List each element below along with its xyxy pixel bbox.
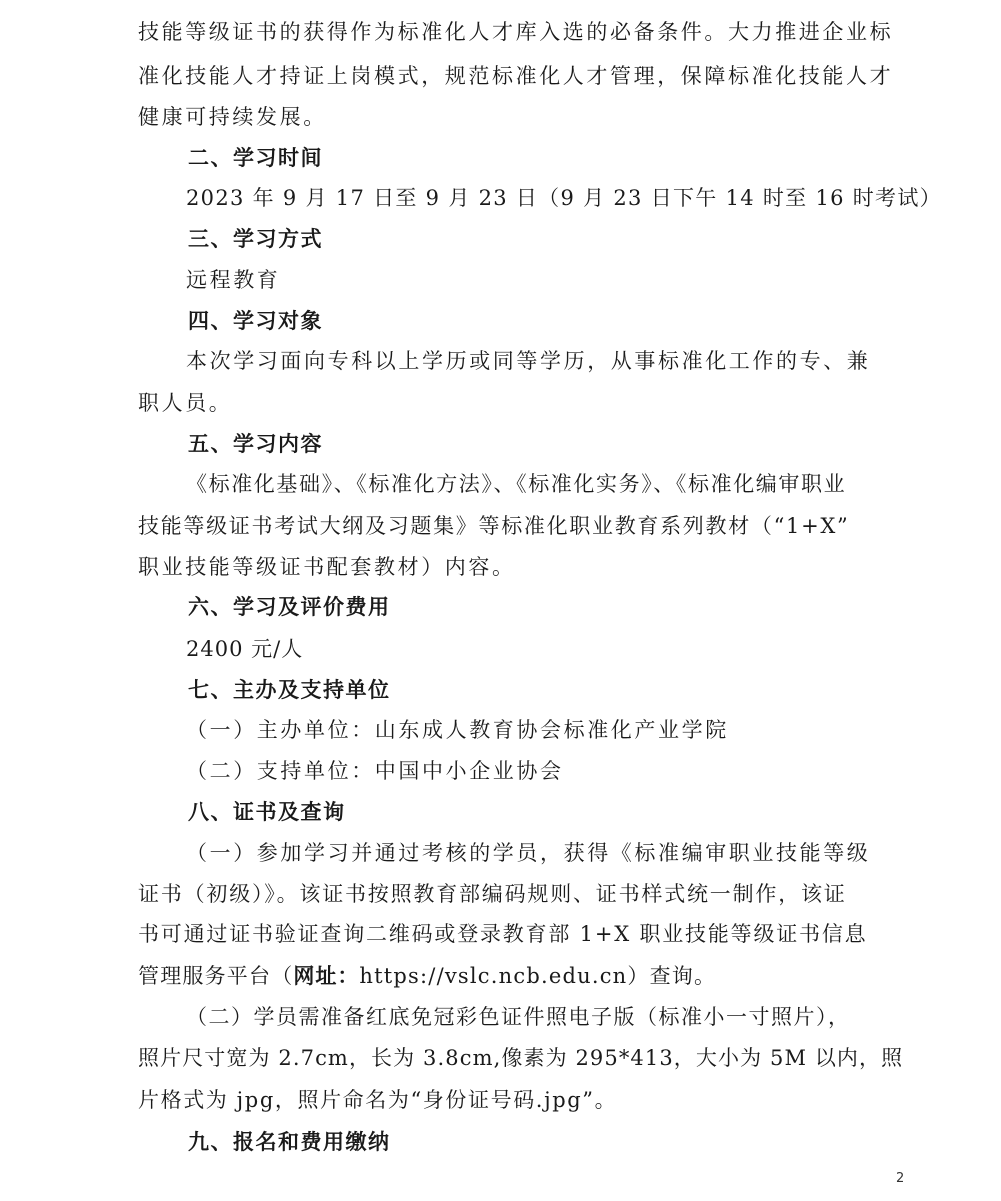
paragraph-line: 证书（初级）》。该证书按照教育部编码规则、证书样式统一制作，该证 (138, 882, 847, 906)
page-number: 2 (896, 1171, 905, 1186)
paragraph-line: （一）参加学习并通过考核的学员，获得《标准编审职业技能等级 (186, 841, 871, 865)
fee-text: 2400 元/人 (186, 637, 304, 661)
url-prefix: 管理服务平台（ (138, 964, 294, 988)
section-heading-fee: 六、学习及评价费用 (188, 595, 391, 619)
study-method-text: 远程教育 (186, 268, 281, 292)
paragraph-line: 本次学习面向专科以上学历或同等学历，从事标准化工作的专、兼 (186, 349, 871, 373)
paragraph-line: 职业技能等级证书配套教材）内容。 (138, 555, 516, 579)
paragraph-line-url (138, 961, 716, 991)
paragraph-line: （一）主办单位：山东成人教育协会标准化产业学院 (186, 718, 729, 742)
certificate-url: https://vslc.ncb.edu.cn）查询。 (359, 964, 717, 988)
section-heading-method: 三、学习方式 (188, 227, 323, 251)
paragraph-line: 书可通过证书验证查询二维码或登录教育部 1+X 职业技能等级证书信息 (138, 922, 868, 946)
study-time-text: 2023 年 9 月 17 日至 9 月 23 日（9 月 23 日下午 14 时至 16 时考试） (186, 186, 942, 210)
paragraph-line: 技能等级证书的获得作为标准化人才库入选的必备条件。大力推进企业标 (138, 20, 894, 44)
section-heading-registration: 九、报名和费用缴纳 (188, 1130, 391, 1154)
paragraph-line: 片格式为 jpg，照片命名为“身份证号码.jpg”。 (138, 1088, 618, 1112)
paragraph-line: 照片尺寸宽为 2.7cm，长为 3.8cm,像素为 295*413，大小为 5M 以内，照 (138, 1046, 904, 1070)
section-heading-time: 二、学习时间 (188, 146, 323, 170)
section-heading-content: 五、学习内容 (188, 432, 323, 456)
paragraph-line: （二）学员需准备红底免冠彩色证件照电子版（标准小一寸照片）， (186, 1005, 851, 1029)
url-label: 网址： (293, 964, 360, 988)
paragraph-line: 技能等级证书考试大纲及习题集》等标准化职业教育系列教材（“1+X” (138, 514, 850, 538)
section-heading-certificate: 八、证书及查询 (188, 800, 346, 824)
paragraph-line: 准化技能人才持证上岗模式，规范标准化人才管理，保障标准化技能人才 (138, 64, 894, 88)
paragraph-line: 职人员。 (138, 391, 233, 415)
section-heading-audience: 四、学习对象 (188, 309, 323, 333)
paragraph-line: 《标准化基础》、《标准化方法》、《标准化实务》、《标准化编审职业 (186, 472, 847, 496)
paragraph-line: 健康可持续发展。 (138, 105, 327, 129)
paragraph-line: （二）支持单位：中国中小企业协会 (186, 759, 564, 783)
section-heading-organizers: 七、主办及支持单位 (188, 678, 391, 702)
